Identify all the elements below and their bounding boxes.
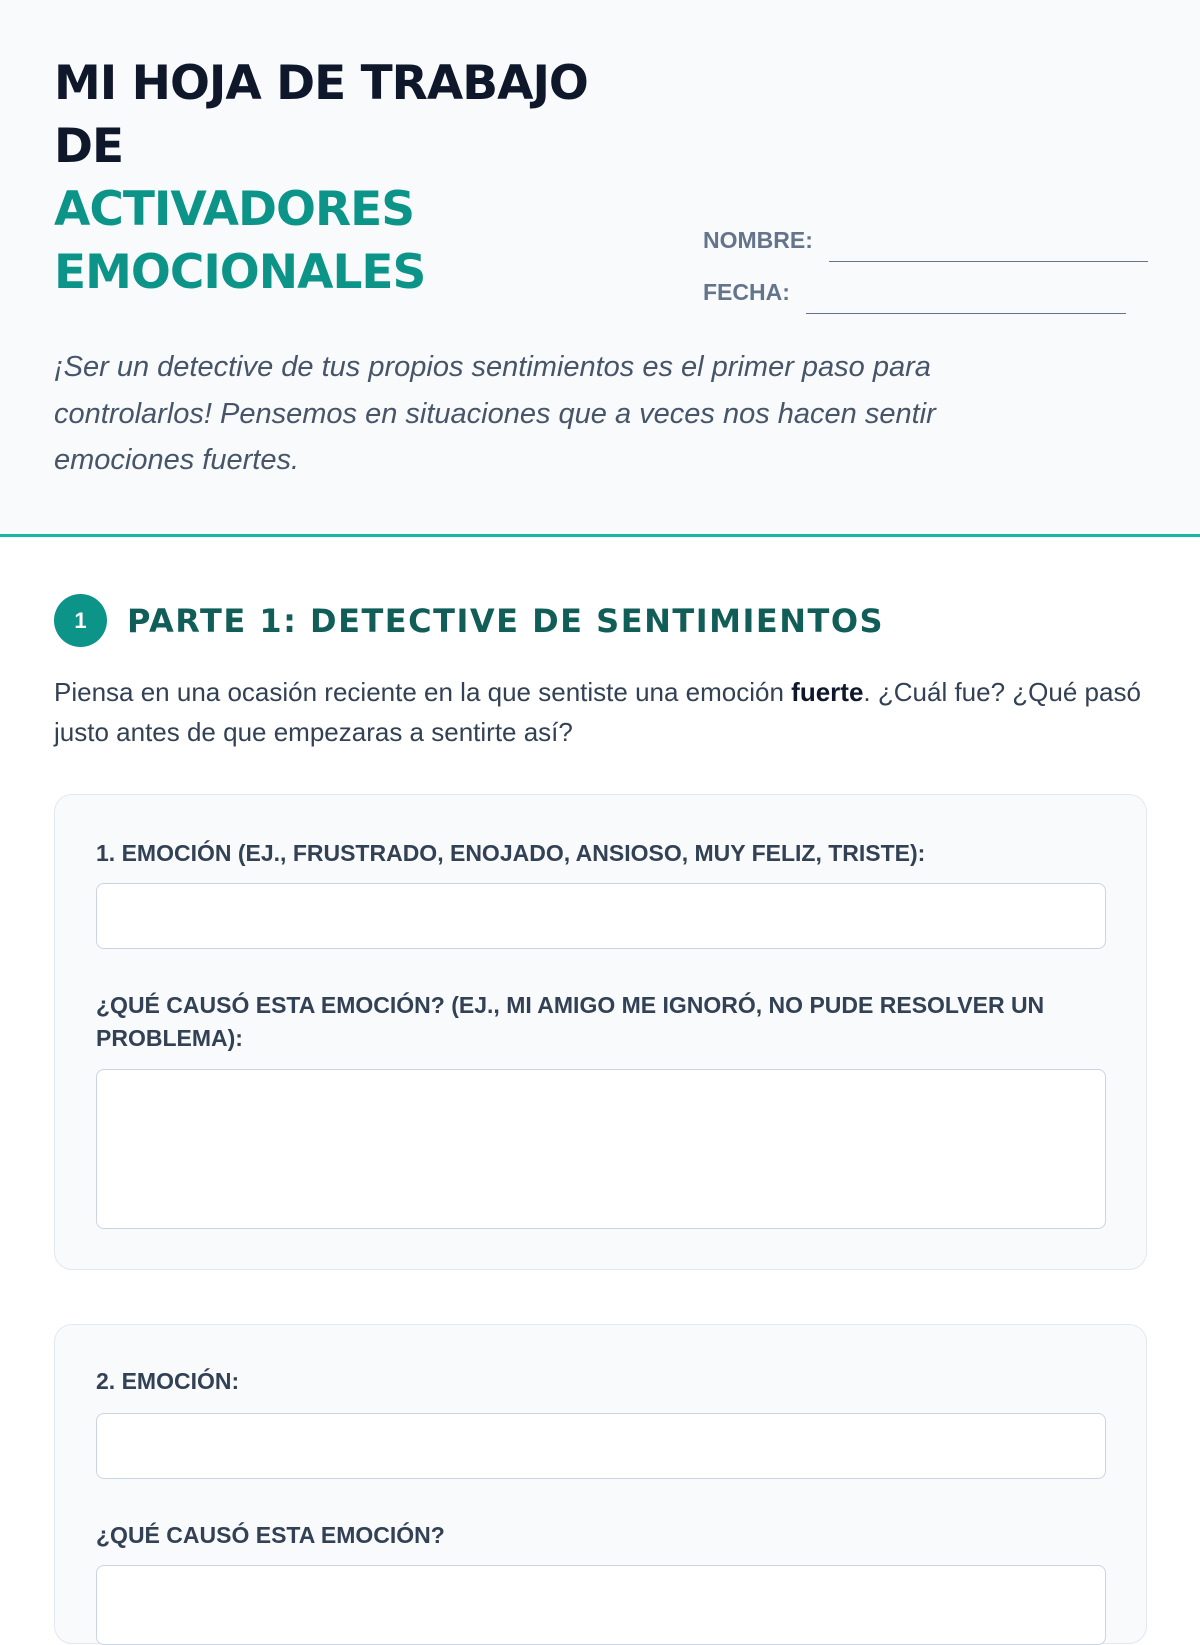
emotion-card-1 <box>54 794 1147 1270</box>
emotion-1-input[interactable] <box>96 883 1106 949</box>
instructions-emphasis: fuerte <box>791 677 864 707</box>
part-1-instructions <box>54 672 1154 752</box>
student-info <box>703 210 1148 314</box>
emotion-1-label: 1. EMOCIÓN (EJ., FRUSTRADO, ENOJADO, ANSIOSO, MUY FELIZ, TRISTE): <box>96 840 926 866</box>
title-line-2: DE <box>54 119 124 174</box>
instructions-text-end: . ¿Cuál fue? ¿Qué pasó justo antes de que empezaras a sentirte así? <box>54 677 1141 747</box>
part-1-header <box>54 594 884 647</box>
intro-text: ¡Ser un detective de tus propios sentimientos es el primer paso para controlarlos! Pensemos en situaciones que a veces nos hacen sentir emociones fuertes. <box>54 351 936 476</box>
page-title <box>54 52 674 304</box>
title-line-4: EMOCIONALES <box>54 245 426 300</box>
emotion-2-label: 2. EMOCIÓN: <box>96 1368 240 1394</box>
cause-1-textarea[interactable] <box>96 1069 1106 1229</box>
title-line-3: ACTIVADORES <box>54 182 415 237</box>
emotion-card-2 <box>54 1324 1147 1644</box>
fecha-row <box>703 262 1148 314</box>
cause-2-label: ¿QUÉ CAUSÓ ESTA EMOCIÓN? <box>96 1522 445 1548</box>
step-number-badge: 1 <box>54 594 107 647</box>
nombre-field[interactable] <box>829 224 1148 262</box>
emotion-2-input[interactable] <box>96 1413 1106 1479</box>
worksheet-header <box>0 0 1200 537</box>
cause-2-textarea[interactable] <box>96 1565 1106 1645</box>
nombre-label: NOMBRE: <box>703 227 813 253</box>
title-line-1: MI HOJA DE TRABAJO <box>54 56 588 111</box>
instructions-text-start: Piensa en una ocasión reciente en la que sentiste una emoción <box>54 677 792 707</box>
fecha-label: FECHA: <box>703 279 790 305</box>
part-1-title: PARTE 1: DETECTIVE DE SENTIMIENTOS <box>127 601 885 640</box>
cause-1-label: ¿QUÉ CAUSÓ ESTA EMOCIÓN? (EJ., MI AMIGO ME IGNORÓ, NO PUDE RESOLVER UN PROBLEMA): <box>96 992 1045 1051</box>
nombre-row <box>703 210 1148 262</box>
fecha-field[interactable] <box>806 276 1126 314</box>
